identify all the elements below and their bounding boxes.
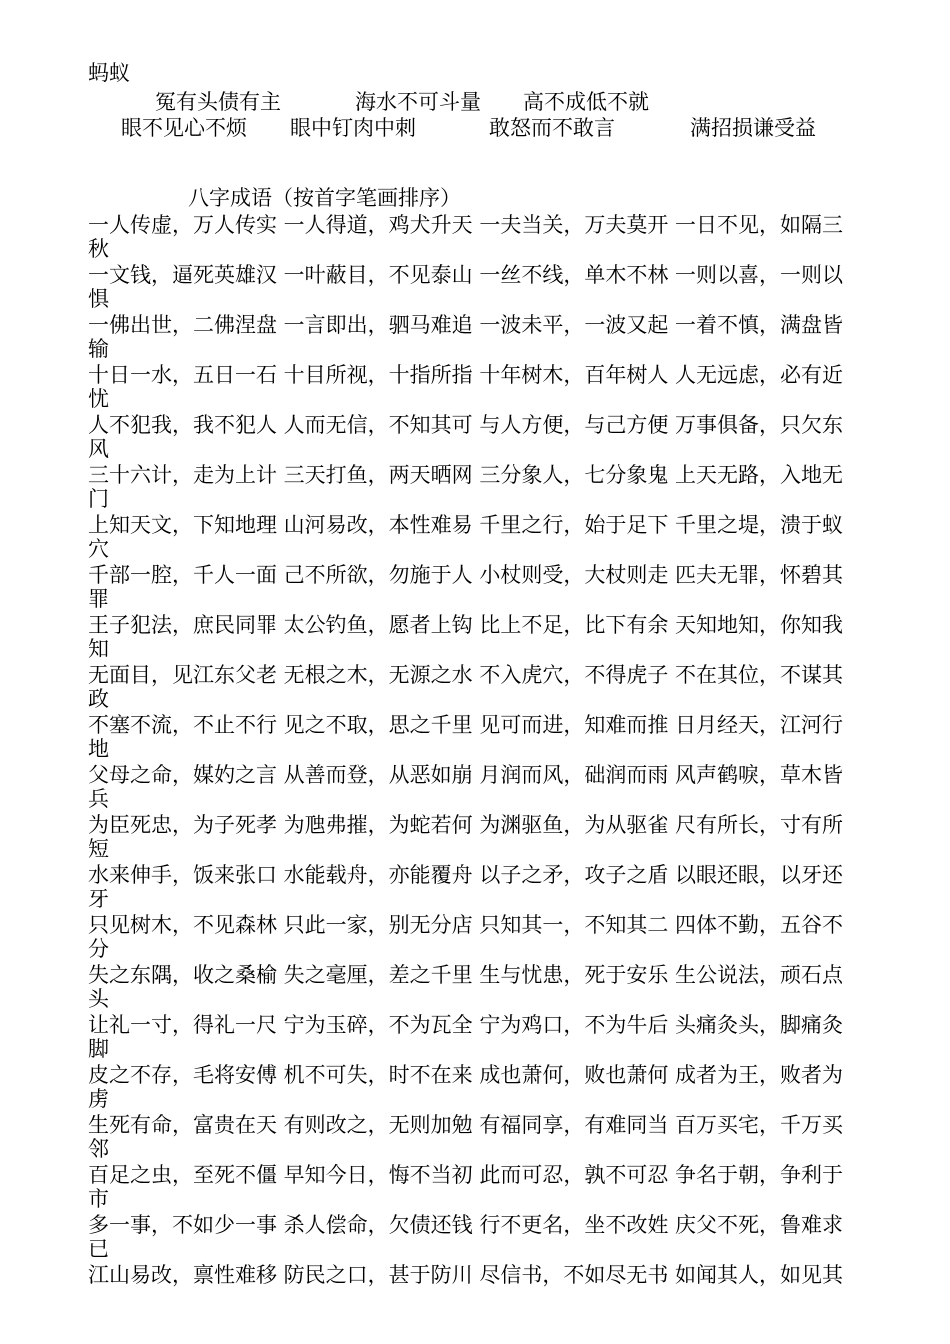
idiom-row-line: 一佛出世，二佛涅盘 一言即出，驷马难追 一波未平，一波又起 一着不慎，满盘皆 [88,313,844,337]
idiom-row-line: 无面目，见江东父老 无根之木，无源之水 不入虎穴，不得虎子 不在其位，不谋其 [88,663,844,687]
idiom-row-continuation: 头 [88,987,109,1011]
idiom-row-continuation: 虏 [88,1087,109,1111]
idiom-item: 眼不见心不烦 [121,116,247,140]
idiom-row-continuation: 门 [88,487,109,511]
idiom-row-continuation: 穴 [88,537,109,561]
idiom-row-continuation: 市 [88,1187,109,1211]
idiom-item: 敢怒而不敢言 [489,116,615,140]
idiom-row-line: 生死有命，富贵在天 有则改之，无则加勉 有福同享，有难同当 百万买宅，千万买 [88,1113,844,1137]
idiom-row-continuation: 地 [88,737,109,761]
idiom-row-continuation: 输 [88,337,109,361]
idiom-row-line: 十日一水，五日一石 十目所视，十指所指 十年树木，百年树人 人无远虑，必有近 [88,363,844,387]
idiom-row-line: 百足之虫，至死不僵 早知今日，悔不当初 此而可忍，孰不可忍 争名于朝，争利于 [88,1163,844,1187]
idiom-row-line: 一文钱，逼死英雄汉 一叶蔽目，不见泰山 一丝不线，单木不林 一则以喜，一则以 [88,263,844,287]
idiom-row-line: 为臣死忠，为子死孝 为虺弗摧，为蛇若何 为渊驱鱼，为从驱雀 尺有所长，寸有所 [88,813,844,837]
idiom-row-line: 人不犯我，我不犯人 人而无信，不知其可 与人方便，与己方便 万事俱备，只欠东 [88,413,844,437]
section-title-ant: 蚂蚁 [88,61,130,85]
idiom-row-continuation: 牙 [88,887,109,911]
idiom-row-line: 水来伸手，饭来张口 水能载舟，亦能覆舟 以子之矛，攻子之盾 以眼还眼，以牙还 [88,863,844,887]
idiom-row-continuation: 罪 [88,587,109,611]
idiom-row-continuation: 分 [88,937,109,961]
idiom-row-continuation: 脚 [88,1037,109,1061]
idiom-row-continuation: 已 [88,1237,109,1261]
idiom-row-continuation: 兵 [88,787,109,811]
idiom-item: 眼中钉肉中刺 [290,116,416,140]
section-heading-eight-char: 八字成语（按首字笔画排序） [188,186,461,210]
idiom-row-continuation: 秋 [88,237,109,261]
idiom-row-line: 让礼一寸，得礼一尺 宁为玉碎，不为瓦全 宁为鸡口，不为牛后 头痛灸头，脚痛灸 [88,1013,844,1037]
idiom-row-line: 不塞不流，不止不行 见之不取，思之千里 见可而进，知难而推 日月经天，江河行 [88,713,844,737]
idiom-item: 满招损谦受益 [690,116,816,140]
idiom-row-line: 上知天文，下知地理 山河易改，本性难易 千里之行，始于足下 千里之堤，溃于蚁 [88,513,844,537]
idiom-row-line: 千部一腔，千人一面 己不所欲，勿施于人 小杖则受，大杖则走 匹夫无罪，怀碧其 [88,563,844,587]
idiom-row-line: 三十六计，走为上计 三天打鱼，两天晒网 三分象人，七分象鬼 上天无路，入地无 [88,463,844,487]
idiom-row-continuation: 知 [88,637,109,661]
idiom-row-continuation: 惧 [88,287,109,311]
idiom-row-continuation: 忧 [88,387,109,411]
idiom-row-line: 父母之命，媒妁之言 从善而登，从恶如崩 月润而风，础润而雨 风声鹤唳，草木皆 [88,763,844,787]
idiom-row-continuation: 风 [88,437,109,461]
idiom-row-line: 失之东隅，收之桑榆 失之毫厘，差之千里 生与忧患，死于安乐 生公说法，顽石点 [88,963,844,987]
idiom-row-continuation: 邻 [88,1137,109,1161]
idiom-row-line: 王子犯法，庶民同罪 太公钓鱼，愿者上钩 比上不足，比下有余 天知地知，你知我 [88,613,844,637]
idiom-row-line: 只见树木，不见森林 只此一家，别无分店 只知其一，不知其二 四体不勤，五谷不 [88,913,844,937]
idiom-item: 冤有头债有主 [155,90,281,114]
idiom-row-continuation: 短 [88,837,109,861]
idiom-item: 海水不可斗量 [355,90,481,114]
idiom-row-continuation: 政 [88,687,109,711]
idiom-row-line: 多一事，不如少一事 杀人偿命，欠债还钱 行不更名，坐不改姓 庆父不死，鲁难求 [88,1213,844,1237]
idiom-row-line: 江山易改，禀性难移 防民之口，甚于防川 尽信书，不如尽无书 如闻其人，如见其 [88,1263,844,1287]
idiom-row-line: 一人传虚，万人传实 一人得道，鸡犬升天 一夫当关，万夫莫开 一日不见，如隔三 [88,213,844,237]
idiom-row-line: 皮之不存，毛将安傅 机不可失，时不在来 成也萧何，败也萧何 成者为王，败者为 [88,1063,844,1087]
idiom-item: 高不成低不就 [523,90,649,114]
